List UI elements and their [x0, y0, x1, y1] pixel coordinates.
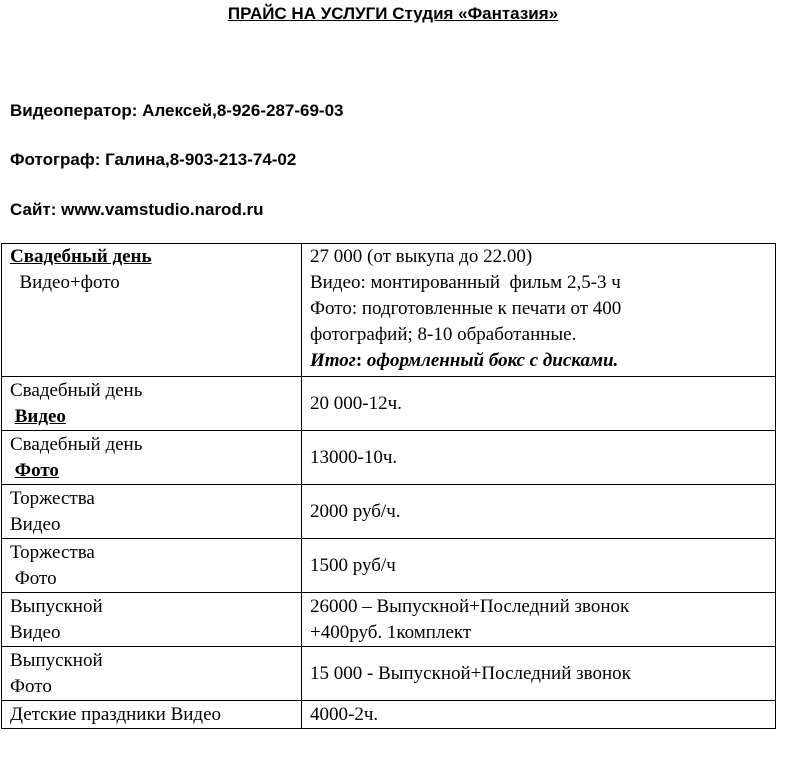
service-cell: [2, 244, 302, 377]
total-label: Итог: [310, 350, 356, 371]
price-text: 20 000-12ч.: [310, 392, 402, 414]
table-row: [2, 431, 776, 485]
price-text: 15 000 - Выпускной+Последний звонок: [310, 662, 631, 684]
price-cell: [302, 593, 776, 647]
total-value: оформленный бокс с дисками.: [366, 350, 619, 371]
service-name: Свадебный день: [10, 379, 143, 401]
video-description: Видео: монтированный фильм 2,5-3 ч: [310, 272, 621, 293]
price-text: 4000-2ч.: [310, 703, 379, 725]
price-text: 26000 – Выпускной+Последний звонок: [310, 595, 630, 617]
table-row: [2, 539, 776, 593]
service-type: Видео: [10, 513, 61, 535]
service-cell: [2, 647, 302, 701]
website-contact: Сайт: www.vamstudio.narod.ru: [10, 200, 264, 219]
table-row: [2, 244, 776, 377]
total-separator: :: [355, 350, 367, 371]
page-title: ПРАЙС НА УСЛУГИ Студия «Фантазия»: [227, 4, 559, 23]
service-cell: [2, 431, 302, 485]
photographer-contact: Фотограф: Галина,8-903-213-74-02: [10, 150, 297, 169]
price-cell: [302, 701, 776, 729]
table-row: [2, 593, 776, 647]
service-type: Фото: [10, 567, 57, 589]
price-cell: [302, 539, 776, 593]
videographer-contact: Видеоператор: Алексей,8-926-287-69-03: [10, 101, 344, 120]
service-type: Видео: [10, 621, 61, 643]
service-name: Свадебный день: [10, 433, 143, 455]
service-cell: [2, 377, 302, 431]
service-cell: [2, 539, 302, 593]
service-name: Торжества: [10, 487, 95, 509]
table-row: [2, 377, 776, 431]
price-text: 27 000 (от выкупа до 22.00): [310, 246, 533, 267]
price-text: 2000 руб/ч.: [310, 500, 401, 522]
price-table: [1, 243, 776, 729]
service-cell: [2, 593, 302, 647]
service-name: Выпускной: [10, 649, 103, 671]
price-cell: [302, 377, 776, 431]
photo-description: Фото: подготовленные к печати от 400: [310, 298, 622, 319]
service-name: Торжества: [10, 541, 95, 563]
price-text: 13000-10ч.: [310, 446, 398, 468]
service-type: Видео+фото: [10, 272, 120, 293]
price-cell: [302, 244, 776, 377]
table-row: [2, 485, 776, 539]
service-cell: [2, 485, 302, 539]
price-text-continued: +400руб. 1комплект: [310, 621, 472, 643]
service-cell: [2, 701, 302, 729]
service-name: Выпускной: [10, 595, 103, 617]
price-text: 1500 руб/ч: [310, 554, 396, 576]
price-cell: [302, 431, 776, 485]
service-type: Фото: [10, 675, 52, 697]
service-name: Свадебный день: [10, 246, 152, 267]
table-row: [2, 647, 776, 701]
service-name: Детские праздники Видео: [10, 703, 222, 725]
table-row: [2, 701, 776, 729]
price-cell: [302, 485, 776, 539]
price-cell: [302, 647, 776, 701]
service-type: Видео: [14, 405, 66, 427]
service-type: Фото: [14, 459, 59, 481]
photo-description-continued: фотографий; 8-10 обработанные.: [310, 324, 577, 345]
